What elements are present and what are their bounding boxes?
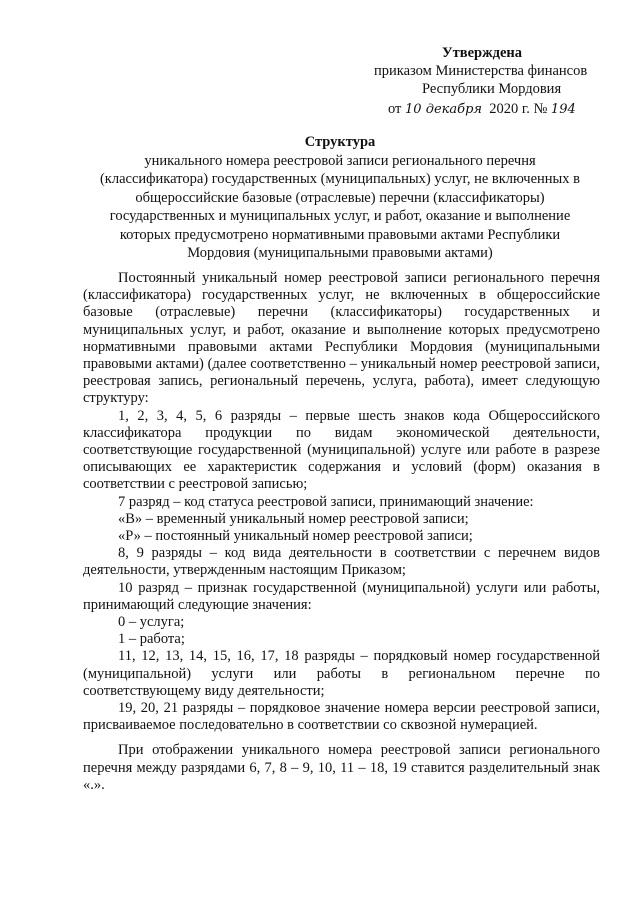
title-line: Мордовия (муниципальными правовыми актами)	[187, 245, 493, 261]
document-title	[90, 133, 590, 263]
paragraph-value-service: 0 – услуга;	[118, 614, 185, 631]
date-year: 2020 г.	[489, 101, 530, 117]
paragraph-digits-19-21: 19, 20, 21 разряды – порядковое значение номера версии реестровой записи, присваиваемое последовательно в соответствии со сквозной нумерацией.	[83, 700, 600, 734]
approval-order-line: приказом Министерства финансов	[374, 63, 588, 79]
title-line: общероссийские базовые (отраслевые) перечни (классификаторы)	[135, 189, 545, 206]
title-heading: Структура	[304, 134, 376, 150]
document-body	[83, 270, 600, 794]
paragraph-status-v: «В» – временный уникальный номер реестровой записи;	[118, 510, 469, 527]
paragraph-digits-8-9: 8, 9 разряды – код вида деятельности в соответствии с перечнем видов деятельности, утвержденным настоящим Приказом;	[83, 545, 600, 579]
approval-ministry-line: Республики Мордовия	[422, 81, 562, 97]
paragraph-separator: При отображении уникального номера реестровой записи регионального перечня между разрядами 6, 7, 8 – 9, 10, 11 – 18, 19 ставится разделительный знак «.».	[83, 742, 600, 793]
number-sign: №	[533, 101, 548, 117]
paragraph-digits-11-18: 11, 12, 13, 14, 15, 16, 17, 18 разряды – порядковый номер государственной (муниципальной) услуги или работы в региональном перечне по соответствующему виду деятельности;	[83, 648, 600, 699]
title-line: уникального номера реестровой записи регионального перечня	[144, 152, 536, 169]
paragraph-digits-1-6: 1, 2, 3, 4, 5, 6 разряды – первые шесть знаков кода Общероссийского классификатора продукции по видам экономической деятельности, соответствующие государственной (муниципальной) услуге или работе в разрезе описывающих ее характеристик содержания и условий (форм) оказания в соответствии с реестровой записью;	[83, 407, 600, 493]
approval-date-line	[360, 100, 630, 119]
paragraph-status-r: «Р» – постоянный уникальный номер реестровой записи;	[118, 528, 473, 545]
paragraph-digit-10: 10 разряд – признак государственной (муниципальной) услуги или работы, принимающий следующие значения:	[83, 579, 600, 613]
approval-title: Утверждена	[442, 45, 522, 61]
title-line: которых предусмотрено нормативными правовыми актами Республики	[119, 226, 561, 243]
handwritten-date: 10 декабря	[405, 102, 483, 117]
paragraph-intro: Постоянный уникальный номер реестровой записи регионального перечня (классификатора) государственных услуг, не включенных в общероссийские базовые (отраслевые) перечни (классификаторы) государственных и муниципальных услуг, и работ, оказание и выполнение которых предусмотрено нормативными правовыми актами Республики Мордовия (муниципальными правовыми актами) (далее соответственно – уникальный номер реестровой записи, реестровая запись, региональный перечень, услуга, работа), имеет следующую структуру:	[83, 270, 600, 407]
paragraph-value-work: 1 – работа;	[118, 631, 185, 648]
title-line: государственных и муниципальных услуг, и работ, оказание и выполнение	[109, 208, 571, 224]
paragraph-digit-7: 7 разряд – код статуса реестровой записи, принимающий значение:	[118, 493, 534, 510]
handwritten-number: 194	[550, 102, 576, 117]
approval-stamp	[360, 44, 630, 119]
title-line: (классификатора) государственных (муниципальных) услуг, не включенных в	[99, 171, 581, 187]
date-prefix: от	[388, 101, 402, 117]
